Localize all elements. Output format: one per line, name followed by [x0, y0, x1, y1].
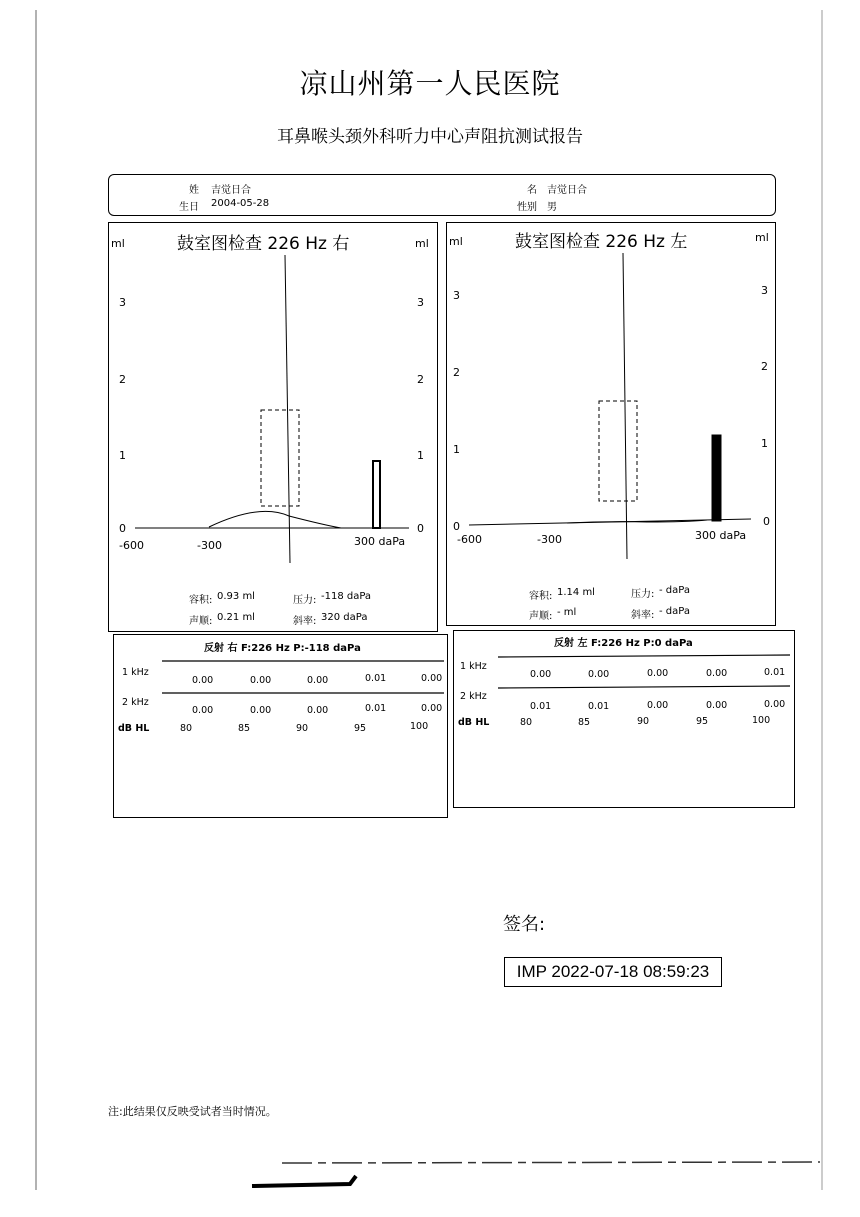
- reflex-right-traces: [114, 635, 447, 817]
- name-value: 吉觉日合: [211, 185, 251, 196]
- db-value: 85: [578, 717, 591, 728]
- y-unit-left: ml: [111, 237, 125, 250]
- normal-range-box: [599, 401, 637, 501]
- x-tick: -300: [537, 533, 562, 546]
- compliance-value: - ml: [557, 607, 577, 618]
- compliance-label: 声顺:: [529, 611, 553, 622]
- db-hl-label: dB HL: [458, 717, 490, 728]
- volume-value: 1.14 ml: [557, 587, 595, 598]
- row-label: 2 kHz: [122, 697, 149, 708]
- y-tick-right: 3: [417, 296, 424, 309]
- y-unit-right: ml: [755, 231, 769, 244]
- sex-label: 性别: [517, 202, 537, 213]
- tympanogram-left-title: 鼓室图检查 226 Hz 左: [515, 232, 688, 252]
- pressure-label: 压力:: [631, 589, 655, 600]
- timestamp-stamp: IMP 2022-07-18 08:59:23: [504, 957, 722, 987]
- sex-value: 男: [547, 202, 557, 213]
- db-value: 80: [520, 717, 533, 728]
- y-unit-left: ml: [449, 235, 463, 248]
- y-tick-left: 0: [453, 520, 460, 533]
- pressure-marker-line: [285, 255, 290, 563]
- footer-note: 注:此结果仅反映受试者当时情况。: [108, 1105, 277, 1118]
- volume-label: 容积:: [529, 591, 553, 602]
- x-tick: 300 daPa: [354, 535, 406, 548]
- volume-bar: [373, 461, 380, 528]
- name2-label: 名: [527, 185, 537, 196]
- tympanogram-right-title: 鼓室图检查 226 Hz 右: [177, 234, 350, 254]
- reflex-left-title: 反射 左 F:226 Hz P:0 daPa: [554, 638, 693, 649]
- reflex-cell: 0.01: [365, 673, 387, 684]
- reflex-cell: 0.00: [307, 705, 329, 716]
- report-title: 耳鼻喉头颈外科听力中心声阻抗测试报告: [277, 127, 583, 147]
- compliance-value: 0.21 ml: [217, 612, 255, 623]
- reflex-cell: 0.00: [250, 675, 272, 686]
- db-value: 100: [410, 721, 429, 732]
- row-label: 1 kHz: [460, 661, 487, 672]
- patient-info-box: [108, 174, 776, 216]
- y-tick-right: 0: [763, 515, 770, 528]
- y-tick-left: 0: [119, 522, 126, 535]
- y-tick-left: 3: [453, 289, 460, 302]
- y-tick-right: 2: [417, 373, 424, 386]
- reflex-right-panel: [113, 634, 448, 818]
- reflex-cell: 0.00: [530, 669, 552, 680]
- tympanogram-curve: [209, 511, 341, 528]
- tympanogram-left-panel: [446, 222, 776, 626]
- trace-2khz: [498, 686, 790, 688]
- reflex-cell: 0.00: [421, 703, 443, 714]
- pressure-value: -118 daPa: [321, 591, 372, 602]
- compliance-label: 声顺:: [189, 616, 213, 627]
- gradient-label: 斜率:: [631, 610, 655, 621]
- reflex-left-panel: [453, 630, 795, 808]
- hospital-name: 凉山州第一人民医院: [299, 67, 561, 100]
- pressure-marker-line: [623, 253, 627, 559]
- y-tick-left: 1: [453, 443, 460, 456]
- y-tick-right: 1: [761, 437, 768, 450]
- db-value: 95: [696, 716, 709, 727]
- y-tick-left: 3: [119, 296, 126, 309]
- db-value: 80: [180, 723, 193, 734]
- reflex-left-traces: [454, 631, 794, 807]
- x-tick: -600: [457, 533, 482, 546]
- db-value: 100: [752, 715, 771, 726]
- reflex-cell: 0.00: [307, 675, 329, 686]
- reflex-cell: 0.00: [421, 673, 443, 684]
- tympanogram-right-panel: [108, 222, 438, 632]
- x-tick: 300 daPa: [695, 529, 747, 542]
- reflex-cell: 0.01: [365, 703, 387, 714]
- name2-value: 吉觉日合: [547, 185, 587, 196]
- reflex-cell: 0.01: [588, 701, 610, 712]
- reflex-cell: 0.00: [192, 705, 214, 716]
- trace-1khz: [498, 655, 790, 657]
- tympanogram-left-plot: [447, 223, 775, 625]
- reflex-cell: 0.00: [764, 699, 786, 710]
- reflex-cell: 0.00: [647, 700, 669, 711]
- db-value: 90: [296, 723, 309, 734]
- pressure-value: - daPa: [659, 585, 690, 596]
- y-tick-right: 2: [761, 360, 768, 373]
- dob-value: 2004-05-28: [211, 198, 270, 209]
- signature-label: 签名:: [503, 914, 546, 935]
- y-unit-right: ml: [415, 237, 429, 250]
- reflex-cell: 0.01: [530, 701, 552, 712]
- y-tick-right: 1: [417, 449, 424, 462]
- row-label: 2 kHz: [460, 691, 487, 702]
- x-tick: -600: [119, 539, 144, 552]
- y-tick-left: 2: [453, 366, 460, 379]
- name-label: 姓: [189, 185, 199, 196]
- reflex-cell: 0.00: [706, 668, 728, 679]
- row-label: 1 kHz: [122, 667, 149, 678]
- pressure-label: 压力:: [293, 595, 317, 606]
- reflex-cell: 0.00: [647, 668, 669, 679]
- reflex-cell: 0.00: [706, 700, 728, 711]
- normal-range-box: [261, 410, 299, 506]
- db-hl-label: dB HL: [118, 723, 150, 734]
- db-value: 85: [238, 723, 251, 734]
- y-tick-right: 3: [761, 284, 768, 297]
- dob-label: 生日: [179, 202, 199, 213]
- gradient-value: - daPa: [659, 606, 690, 617]
- volume-value: 0.93 ml: [217, 591, 255, 602]
- db-value: 95: [354, 723, 367, 734]
- y-tick-right: 0: [417, 522, 424, 535]
- reflex-right-title: 反射 右 F:226 Hz P:-118 daPa: [204, 643, 361, 654]
- bottom-mark: [252, 1176, 356, 1186]
- reflex-cell: 0.00: [192, 675, 214, 686]
- gradient-label: 斜率:: [293, 616, 317, 627]
- db-value: 90: [637, 716, 650, 727]
- reflex-cell: 0.01: [764, 667, 786, 678]
- bottom-edge: [282, 1162, 820, 1163]
- volume-label: 容积:: [189, 595, 213, 606]
- volume-bar: [712, 435, 721, 521]
- reflex-cell: 0.00: [250, 705, 272, 716]
- x-tick: -300: [197, 539, 222, 552]
- reflex-cell: 0.00: [588, 669, 610, 680]
- gradient-value: 320 daPa: [321, 612, 368, 623]
- y-tick-left: 2: [119, 373, 126, 386]
- y-tick-left: 1: [119, 449, 126, 462]
- tympanogram-right-plot: [109, 223, 437, 631]
